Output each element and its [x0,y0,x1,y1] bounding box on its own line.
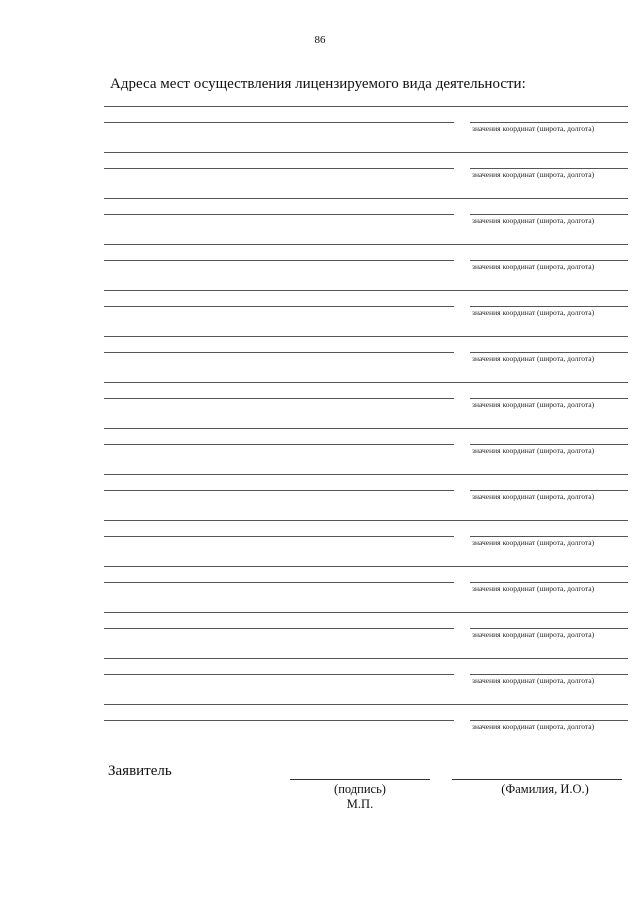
address-line-short[interactable] [104,444,454,445]
coordinates-line[interactable] [470,444,628,445]
address-line-short[interactable] [104,674,454,675]
coordinates-line[interactable] [470,536,628,537]
coordinates-line[interactable] [470,720,628,721]
address-line[interactable] [104,704,628,705]
address-line[interactable] [104,106,628,107]
coordinates-caption: значения координат (широта, долгота) [472,170,595,179]
section-heading: Адреса мест осуществления лицензируемого вида деятельности: [110,76,526,92]
coordinates-caption: значения координат (широта, долгота) [472,308,595,317]
coordinates-caption: значения координат (широта, долгота) [472,584,595,593]
page-number: 86 [314,34,326,46]
address-line[interactable] [104,290,628,291]
coordinates-line[interactable] [470,306,628,307]
address-line[interactable] [104,336,628,337]
address-line-short[interactable] [104,582,454,583]
address-line-short[interactable] [104,720,454,721]
coordinates-caption: значения координат (широта, долгота) [472,630,595,639]
address-line[interactable] [104,520,628,521]
coordinates-caption: значения координат (широта, долгота) [472,124,595,133]
address-line-short[interactable] [104,352,454,353]
signature-caption: (подпись) [334,782,386,796]
address-line[interactable] [104,612,628,613]
address-line[interactable] [104,244,628,245]
signature-line[interactable] [290,779,430,780]
address-line[interactable] [104,428,628,429]
coordinates-line[interactable] [470,122,628,123]
address-line-short[interactable] [104,168,454,169]
coordinates-line[interactable] [470,214,628,215]
address-line-short[interactable] [104,628,454,629]
coordinates-caption: значения координат (широта, долгота) [472,262,595,271]
coordinates-caption: значения координат (широта, долгота) [472,492,595,501]
address-line-short[interactable] [104,398,454,399]
name-caption: (Фамилия, И.О.) [501,782,589,796]
address-line-short[interactable] [104,306,454,307]
applicant-label: Заявитель [108,763,172,779]
coordinates-line[interactable] [470,352,628,353]
coordinates-line[interactable] [470,674,628,675]
coordinates-caption: значения координат (широта, долгота) [472,538,595,547]
address-line-short[interactable] [104,122,454,123]
address-line[interactable] [104,198,628,199]
address-line[interactable] [104,566,628,567]
coordinates-caption: значения координат (широта, долгота) [472,216,595,225]
coordinates-line[interactable] [470,168,628,169]
address-line[interactable] [104,474,628,475]
coordinates-line[interactable] [470,582,628,583]
coordinates-caption: значения координат (широта, долгота) [472,722,595,731]
address-line-short[interactable] [104,536,454,537]
stamp-label: М.П. [346,797,374,811]
address-line-short[interactable] [104,490,454,491]
coordinates-caption: значения координат (широта, долгота) [472,676,595,685]
coordinates-caption: значения координат (широта, долгота) [472,400,595,409]
coordinates-caption: значения координат (широта, долгота) [472,446,595,455]
coordinates-line[interactable] [470,628,628,629]
name-line[interactable] [452,779,622,780]
address-line-short[interactable] [104,260,454,261]
coordinates-caption: значения координат (широта, долгота) [472,354,595,363]
address-line-short[interactable] [104,214,454,215]
coordinates-line[interactable] [470,398,628,399]
coordinates-line[interactable] [470,260,628,261]
address-line[interactable] [104,152,628,153]
address-line[interactable] [104,382,628,383]
address-line[interactable] [104,658,628,659]
coordinates-line[interactable] [470,490,628,491]
